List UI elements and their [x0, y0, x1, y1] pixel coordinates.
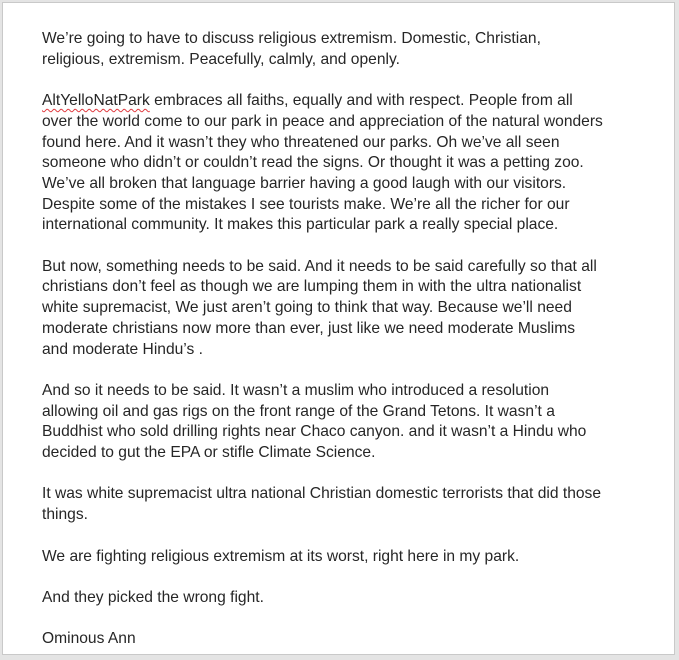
paragraph-5: It was white supremacist ultra national Christian domestic terrorists that did those things. [42, 485, 602, 524]
document-body [42, 29, 652, 650]
paragraph-1: We’re going to have to discuss religious extremism. Domestic, Christian, religious, extremism. Peacefully, calmly, and openly. [42, 30, 541, 68]
signature: Ominous Ann [42, 630, 136, 648]
paragraph-6: We are fighting religious extremism at its worst, right here in my park. [42, 547, 520, 565]
paragraph-4: And so it needs to be said. It wasn’t a muslim who introduced a resolution allowing oil and gas rigs on the front range of the Grand Tetons. It wasn’t a Buddhist who sold drilling rights near Chaco canyon. and it wasn’t a Hindu who decided to gut the EPA or stifle Climate Science. [42, 381, 587, 462]
paragraph-3: But now, something needs to be said. And it needs to be said carefully so that all christians don’t feel as though we are lumping them in with the ultra nationalist white supremacist, We just aren’t going to think that way. Because we’ll need moderate christians now more than ever, just like we need moderate Muslims and moderate Hindu’s . [42, 257, 597, 358]
paragraph-7: And they picked the wrong fight. [42, 588, 264, 606]
paragraph-2 [42, 91, 652, 236]
spellcheck-flagged-word: AltYelloNatPark [42, 92, 150, 110]
document-page [2, 2, 675, 655]
paragraph-2-text: embraces all faiths, equally and with respect. People from all over the world come to our park in peace and appreciation of the natural wonders found here. And it wasn’t they who threatened our parks. Oh we’ve all seen someone who didn’t or couldn’t read the signs. Or thought it was a petting zoo. We’ve all broken that language barrier having a good laugh with our visitors. Despite some of the mistakes I see tourists make. We’re all the richer for our international community. It makes this particular park a really special place. [42, 92, 603, 234]
